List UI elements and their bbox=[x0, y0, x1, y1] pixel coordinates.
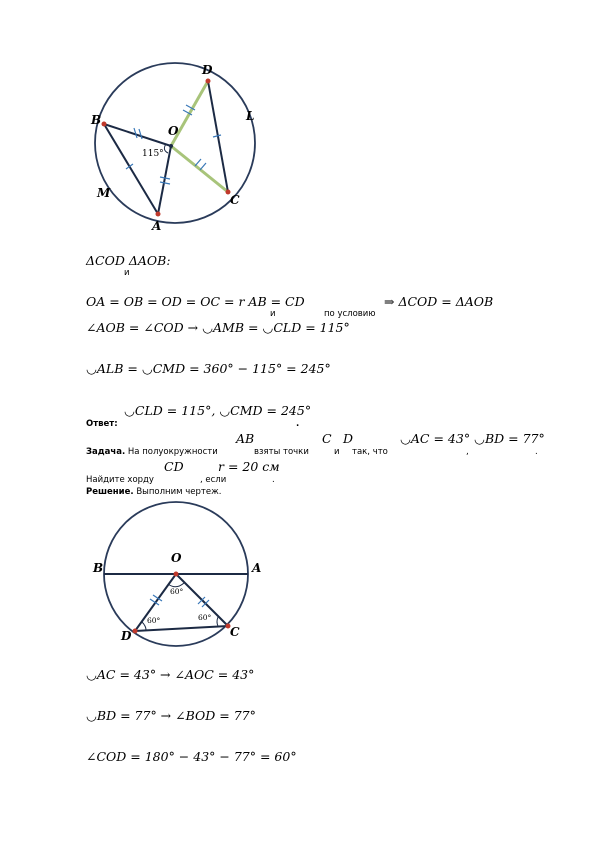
task-math-ab: AB bbox=[236, 431, 255, 446]
answer-math: ◡CLD = 115°, ◡CMD = 245° bbox=[124, 403, 312, 418]
by-condition-text: по условию bbox=[324, 309, 376, 319]
find-if: , если bbox=[200, 475, 227, 485]
angle-arc-d bbox=[142, 622, 146, 630]
chord-dc bbox=[135, 626, 228, 631]
label-a: A bbox=[152, 219, 162, 233]
label-a-2: A bbox=[252, 561, 262, 575]
label-m: M bbox=[97, 186, 111, 200]
solution-text: Выполним чертеж. bbox=[136, 487, 222, 497]
label-angle-o: 60° bbox=[170, 587, 184, 596]
label-c: C bbox=[230, 193, 240, 207]
label-d-2: D bbox=[121, 629, 132, 643]
label-b-2: B bbox=[93, 561, 104, 575]
point-a bbox=[156, 212, 161, 217]
task-math-d: D bbox=[343, 431, 354, 446]
point-b bbox=[102, 122, 107, 127]
equality-radii: OA = OB = OD = OC = r AB = CD bbox=[86, 294, 305, 309]
figure-1-circle-diagram bbox=[80, 58, 280, 238]
task-math-arcs: ◡AC = 43° ◡BD = 77° bbox=[400, 431, 545, 446]
label-c-2: C bbox=[230, 625, 240, 639]
label-d: D bbox=[202, 63, 213, 77]
conjunction-and-1: и bbox=[124, 268, 130, 278]
triangles-compare: ΔCOD ΔAOB: bbox=[86, 253, 171, 268]
chord-cd bbox=[208, 81, 228, 192]
point-d bbox=[206, 79, 211, 84]
find-period: . bbox=[272, 475, 275, 485]
answer-label: Ответ: bbox=[86, 419, 118, 429]
step-1: ◡AC = 43° → ∠AOC = 43° bbox=[86, 667, 255, 682]
task-label: Задача. bbox=[86, 447, 126, 457]
task-text-3: и bbox=[334, 447, 340, 457]
task-comma: , bbox=[466, 447, 469, 457]
find-math-cd: CD bbox=[164, 459, 184, 474]
radius-oc bbox=[171, 146, 228, 192]
label-angle-115: 115° bbox=[142, 149, 164, 159]
arc-sum: ◡ALB = ◡CMD = 360° − 115° = 245° bbox=[86, 361, 331, 376]
implication-congruent: ⇒ ΔCOD = ΔAOB bbox=[384, 294, 494, 309]
label-o-2: O bbox=[171, 551, 182, 565]
label-b: B bbox=[91, 113, 102, 127]
task-text-2: взяты точки bbox=[254, 447, 309, 457]
angle-arc-c bbox=[217, 617, 218, 626]
find-text: Найдите хорду bbox=[86, 475, 154, 485]
label-o: O bbox=[168, 124, 179, 138]
point-d-2 bbox=[133, 629, 138, 634]
chord-ab bbox=[104, 124, 158, 214]
point-o-2 bbox=[174, 572, 179, 577]
task-line bbox=[86, 447, 218, 457]
task-text-4: так, что bbox=[352, 447, 388, 457]
step-2: ◡BD = 77° → ∠BOD = 77° bbox=[86, 708, 256, 723]
point-o bbox=[169, 144, 173, 148]
solution-line bbox=[86, 487, 221, 497]
step-3: ∠COD = 180° − 43° − 77° = 60° bbox=[86, 749, 297, 764]
task-math-c: C bbox=[322, 431, 332, 446]
angles-equality: ∠AOB = ∠COD → ◡AMB = ◡CLD = 115° bbox=[86, 320, 350, 335]
label-angle-c: 60° bbox=[198, 613, 212, 622]
solution-label: Решение. bbox=[86, 487, 134, 497]
task-text-1: На полуокружности bbox=[127, 447, 218, 457]
task-period: . bbox=[535, 447, 538, 457]
conjunction-and-2: и bbox=[270, 309, 276, 319]
segment-ob bbox=[104, 124, 171, 146]
label-angle-d: 60° bbox=[147, 616, 161, 625]
figure-2-circle-diagram bbox=[90, 498, 270, 648]
label-l: L bbox=[246, 109, 255, 123]
answer-dot: . bbox=[296, 419, 300, 429]
find-math-r: r = 20 см bbox=[218, 459, 280, 474]
